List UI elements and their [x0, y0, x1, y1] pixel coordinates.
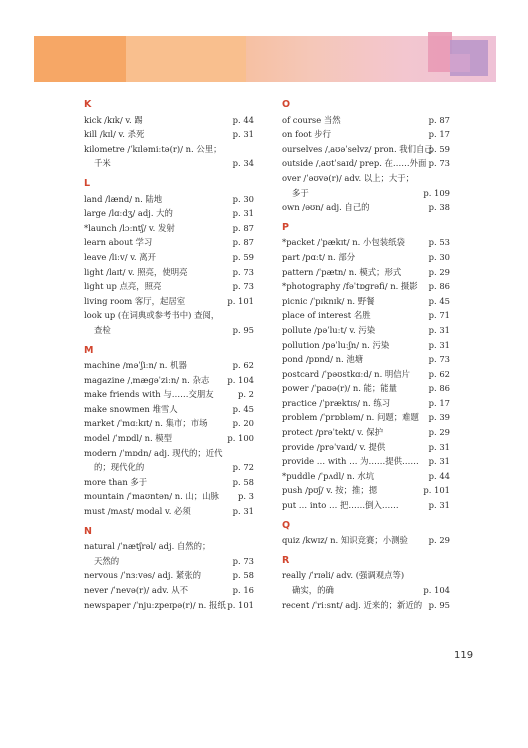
section-letter: P	[282, 221, 289, 233]
glossary-entry	[282, 483, 450, 498]
entry-text: provide … with … 为……提供……	[282, 456, 419, 467]
section-letter: Q	[282, 519, 291, 531]
entry-text: look up (在词典或参考书中) 查阅，	[84, 310, 220, 321]
entry-page-ref: p. 16	[232, 585, 254, 595]
entry-text: make snowmen 堆雪人	[84, 403, 178, 414]
entry-text: pollution /pəˈluːʃn/ n. 污染	[282, 339, 390, 350]
entry-page-ref: p. 73	[232, 266, 254, 277]
entry-text: *packet /ˈpækɪt/ n. 小包装纸袋	[282, 237, 405, 248]
glossary-entry	[84, 373, 254, 388]
glossary-entry	[84, 113, 254, 128]
glossary-column-right	[282, 98, 450, 612]
section-letter: O	[282, 99, 291, 110]
entry-page-ref: p. 31	[428, 324, 450, 335]
glossary-entry	[282, 367, 450, 382]
entry-text: *puddle /ˈpʌdl/ n. 水坑	[282, 470, 375, 481]
entry-page-ref: p. 31	[232, 208, 254, 219]
glossary-entry	[84, 446, 254, 461]
glossary-entry	[282, 265, 450, 280]
glossary-entry	[282, 598, 450, 613]
glossary-entry	[84, 358, 254, 373]
entry-page-ref: p. 30	[428, 251, 450, 262]
entry-page-ref: p. 101	[227, 295, 254, 306]
entry-page-ref: p. 45	[428, 295, 450, 306]
glossary-entry	[282, 308, 450, 323]
entry-text: outside /ˌaʊtˈsaɪd/ prep. 在……外面	[282, 158, 427, 169]
glossary-entry	[84, 539, 254, 554]
entry-page-ref: p. 73	[232, 281, 254, 292]
entry-page-ref: p. 17	[428, 397, 450, 408]
glossary-entry	[84, 192, 254, 207]
entry-text: must /mʌst/ modal v. 必须	[84, 506, 191, 517]
entry-text: kick /kɪk/ v. 踢	[84, 114, 143, 125]
entry-page-ref: p. 59	[428, 143, 450, 154]
entry-page-ref: p. 31	[428, 441, 450, 452]
entry-text: picnic /ˈpɪknɪk/ n. 野餐	[282, 295, 375, 306]
entry-text: provide /prəˈvaɪd/ v. 提供	[282, 441, 386, 452]
entry-text: pollute /pəˈluːt/ v. 污染	[282, 324, 376, 335]
glossary-entry	[84, 279, 254, 294]
entry-text: kill /kɪl/ v. 杀死	[84, 129, 145, 140]
entry-text: push /pʊʃ/ v. 按；推；摁	[282, 485, 378, 496]
entry-page-ref: p. 17	[428, 129, 450, 140]
glossary-entry	[84, 583, 254, 598]
glossary-entry	[282, 186, 450, 201]
glossary-entry	[84, 294, 254, 309]
section-letter: R	[282, 554, 290, 566]
entry-text: recent /ˈriːsnt/ adj. 近来的；新近的	[282, 599, 423, 610]
glossary-entry	[282, 410, 450, 425]
entry-text: own /əʊn/ adj. 自己的	[282, 202, 370, 213]
section-letter: L	[84, 177, 91, 189]
entry-text: 千米	[94, 158, 111, 169]
entry-text: mountain /ˈmaʊntən/ n. 山；山脉	[84, 491, 219, 502]
entry-page-ref: p. 53	[428, 237, 450, 248]
entry-text: ourselves /ˌaʊəˈselvz/ pron. 我们自己	[282, 143, 433, 154]
entry-text: light /laɪt/ v. 照亮，使明亮	[84, 266, 188, 277]
entry-page-ref: p. 101	[423, 485, 450, 496]
section-letter: N	[84, 525, 92, 537]
entry-page-ref: p. 73	[428, 158, 450, 169]
entry-page-ref: p. 39	[428, 412, 450, 423]
entry-text: newspaper /ˈnjuːzpeɪpə(r)/ n. 报纸	[84, 599, 226, 610]
entry-text: large /lɑːdʒ/ adj. 大的	[84, 208, 173, 219]
glossary-entry	[282, 568, 450, 583]
glossary-entry	[282, 352, 450, 367]
entry-page-ref: p. 34	[232, 158, 254, 169]
entry-page-ref: p. 58	[232, 570, 254, 581]
glossary-entry	[282, 171, 450, 186]
entry-text: postcard /ˈpəʊstkɑːd/ n. 明信片	[282, 368, 411, 379]
section-letter: M	[84, 344, 94, 356]
entry-text: machine /məˈʃiːn/ n. 机器	[84, 360, 187, 371]
glossary-entry	[84, 142, 254, 157]
glossary-entry	[84, 416, 254, 431]
banner-block	[126, 36, 246, 82]
glossary-entry	[84, 431, 254, 446]
entry-text: natural /ˈnætʃrəl/ adj. 自然的；	[84, 541, 211, 552]
entry-text: over /ˈəʊvə(r)/ adv. 以上；大于；	[282, 172, 415, 183]
entry-page-ref: p. 104	[227, 374, 254, 385]
glossary-entry	[84, 250, 254, 265]
section-letter: K	[84, 99, 92, 110]
entry-page-ref: p. 86	[428, 281, 450, 292]
entry-text: on foot 步行	[282, 129, 332, 140]
glossary-entry	[282, 498, 450, 513]
glossary-entry	[282, 250, 450, 265]
entry-page-ref: p. 58	[232, 476, 254, 487]
glossary-entry	[282, 454, 450, 469]
entry-text: modern /ˈmɒdn/ adj. 现代的；近代	[84, 447, 223, 458]
glossary-entry	[84, 598, 254, 613]
entry-page-ref: p. 44	[428, 470, 450, 481]
entry-page-ref: p. 72	[232, 462, 254, 473]
glossary-entry	[282, 425, 450, 440]
glossary-entry	[84, 387, 254, 402]
entry-text: market /ˈmɑːkɪt/ n. 集市；市场	[84, 418, 208, 429]
entry-page-ref: p. 71	[428, 310, 450, 321]
entry-page-ref: p. 31	[232, 506, 254, 517]
glossary-entry	[84, 308, 254, 323]
entry-page-ref: p. 29	[428, 535, 450, 546]
entry-text: *launch /lɔːntʃ/ v. 发射	[84, 222, 175, 233]
glossary-entry	[282, 381, 450, 396]
entry-page-ref: p. 45	[232, 403, 254, 414]
glossary-entry	[282, 338, 450, 353]
entry-text: nervous /ˈnɜːvəs/ adj. 紧张的	[84, 570, 201, 581]
entry-page-ref: p. 31	[232, 129, 254, 140]
glossary-entry	[282, 583, 450, 598]
glossary-entry	[84, 206, 254, 221]
entry-text: learn about 学习	[84, 237, 153, 248]
glossary-entry	[84, 265, 254, 280]
entry-text: model /ˈmɒdl/ n. 模型	[84, 433, 173, 444]
glossary-entry	[84, 156, 254, 171]
glossary-entry	[84, 475, 254, 490]
entry-page-ref: p. 2	[237, 389, 254, 400]
entry-text: put … into … 把……倒入……	[282, 500, 399, 511]
entry-text: more than 多于	[84, 476, 148, 487]
banner-block	[34, 36, 126, 82]
entry-text: protect /prəˈtekt/ v. 保护	[282, 427, 383, 438]
entry-page-ref: p. 30	[232, 193, 254, 204]
entry-page-ref: p. 73	[428, 354, 450, 365]
entry-page-ref: p. 44	[232, 114, 254, 125]
glossary-entry	[84, 127, 254, 142]
entry-text: power /ˈpaʊə(r)/ n. 能；能量	[282, 383, 398, 394]
entry-text: living room 客厅，起居室	[84, 295, 186, 306]
entry-text: really /ˈrɪəli/ adv. (强调观点等)	[282, 570, 405, 581]
glossary-entry	[84, 402, 254, 417]
glossary-entry	[282, 127, 450, 142]
entry-page-ref: p. 3	[237, 491, 254, 502]
glossary-entry	[84, 489, 254, 504]
entry-text: land /lænd/ n. 陆地	[84, 193, 163, 204]
entry-text: 的；现代化的	[94, 462, 145, 473]
glossary-entry	[282, 142, 450, 157]
entry-text: magazine /ˌmæɡəˈziːn/ n. 杂志	[84, 374, 210, 385]
entry-page-ref: p. 38	[428, 202, 450, 213]
glossary-entry	[84, 460, 254, 475]
entry-text: 确实，的确	[292, 585, 334, 595]
glossary-entry	[282, 440, 450, 455]
glossary-entry	[282, 279, 450, 294]
entry-page-ref: p. 109	[423, 187, 450, 198]
glossary-entry	[282, 200, 450, 215]
entry-text: *photography /fəˈtɒɡrəfi/ n. 摄影	[282, 281, 418, 292]
entry-text: place of interest 名胜	[282, 310, 371, 321]
glossary-entry	[282, 323, 450, 338]
glossary-entry	[84, 504, 254, 519]
glossary-entry	[282, 396, 450, 411]
entry-text: kilometre /ˈkɪləmiːtə(r)/ n. 公里；	[84, 143, 222, 154]
entry-text: leave /liːv/ v. 离开	[84, 251, 157, 262]
glossary-entry	[84, 235, 254, 250]
entry-page-ref: p. 100	[227, 433, 254, 444]
decorative-banner	[34, 36, 496, 82]
entry-text: quiz /kwɪz/ n. 知识竞赛；小测验	[282, 535, 408, 546]
page-number: 119	[454, 650, 474, 661]
entry-page-ref: p. 95	[232, 324, 254, 335]
entry-page-ref: p. 87	[428, 114, 450, 125]
glossary-entry	[282, 469, 450, 484]
entry-page-ref: p. 104	[423, 585, 450, 595]
glossary-entry	[84, 554, 254, 569]
entry-page-ref: p. 29	[428, 427, 450, 438]
entry-text: 多于	[292, 187, 309, 198]
glossary-entry	[84, 221, 254, 236]
entry-page-ref: p. 87	[232, 222, 254, 233]
entry-page-ref: p. 31	[428, 339, 450, 350]
entry-text: make friends with 与……交朋友	[84, 389, 214, 400]
glossary-entry	[282, 294, 450, 309]
entry-text: part /pɑːt/ n. 部分	[282, 251, 356, 262]
entry-page-ref: p. 101	[227, 599, 254, 610]
entry-page-ref: p. 59	[232, 251, 254, 262]
entry-page-ref: p. 62	[428, 368, 450, 379]
entry-page-ref: p. 20	[232, 418, 254, 429]
banner-square	[428, 32, 452, 72]
entry-text: 查检	[94, 324, 111, 335]
entry-page-ref: p. 86	[428, 383, 450, 394]
entry-text: 天然的	[94, 555, 120, 566]
glossary-entry	[282, 113, 450, 128]
glossary-entry	[282, 533, 450, 548]
entry-text: pond /pɒnd/ n. 池塘	[282, 354, 364, 365]
entry-page-ref: p. 62	[232, 360, 254, 371]
glossary-column-left	[84, 98, 254, 612]
entry-text: never /ˈnevə(r)/ adv. 从不	[84, 585, 189, 595]
entry-page-ref: p. 95	[428, 599, 450, 610]
entry-text: of course 当然	[282, 114, 341, 125]
entry-text: pattern /ˈpætn/ n. 模式；形式	[282, 266, 402, 277]
entry-page-ref: p. 29	[428, 266, 450, 277]
glossary-entry	[84, 323, 254, 338]
entry-page-ref: p. 87	[232, 237, 254, 248]
entry-page-ref: p. 31	[428, 500, 450, 511]
entry-text: problem /ˈprɒbləm/ n. 问题；难题	[282, 412, 419, 423]
glossary-entry	[84, 568, 254, 583]
entry-text: practice /ˈpræktɪs/ n. 练习	[282, 397, 391, 408]
entry-text: light up 点亮，照亮	[84, 281, 162, 292]
entry-page-ref: p. 31	[428, 456, 450, 467]
glossary-entry	[282, 156, 450, 171]
banner-square	[450, 54, 470, 72]
entry-page-ref: p. 73	[232, 555, 254, 566]
glossary-entry	[282, 235, 450, 250]
